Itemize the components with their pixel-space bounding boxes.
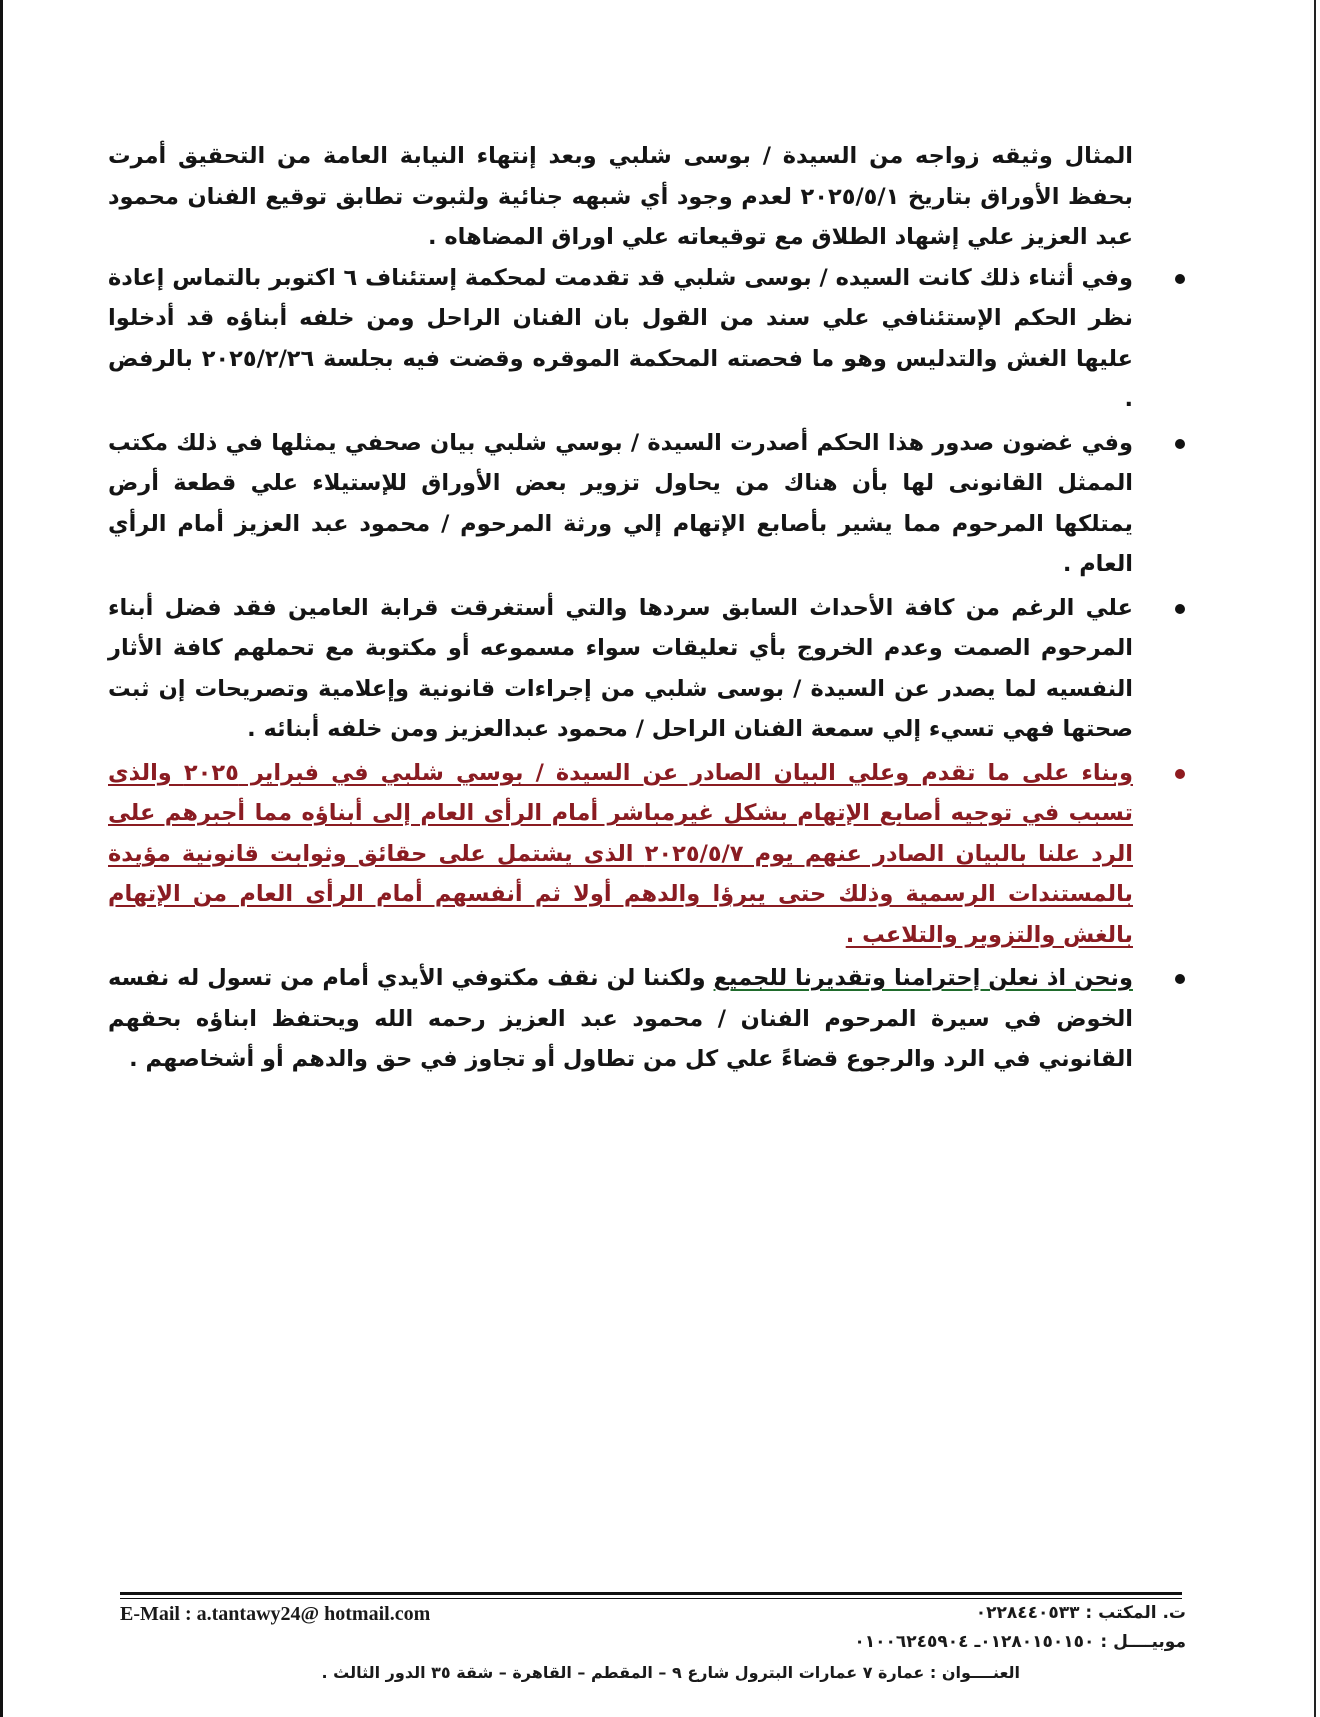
list-item xyxy=(108,258,1133,420)
footer-divider-thin xyxy=(120,1598,1182,1599)
footer-office-phone: ت. المكتب : ٠٢٢٨٤٤٠٥٣٣ xyxy=(975,1603,1186,1623)
list-item xyxy=(108,958,1133,1080)
list-item xyxy=(108,588,1133,750)
intro-paragraph: المثال وثيقه زواجه من السيدة / بوسى شلبي وبعد إنتهاء النيابة العامة من التحقيق أمرت بحفظ الأوراق بتاريخ ٢٠٢٥/٥/١ لعدم وجود أي شبهه جنائية ولثبوت تطابق توقيع الفنان محمود عبد العزيز علي إشهاد الطلاق مع توقيعاته علي اوراق المضاهاه . xyxy=(108,143,1133,250)
document-body xyxy=(108,136,1133,1083)
page-edge-left xyxy=(0,0,3,1717)
list-item xyxy=(108,423,1133,585)
page-edge-right xyxy=(1314,0,1316,1717)
bullet-icon xyxy=(1175,769,1185,779)
highlighted-list-item xyxy=(108,753,1133,956)
bullet-icon xyxy=(1175,274,1185,284)
bullet-icon xyxy=(1175,974,1185,984)
footer-divider xyxy=(120,1592,1182,1595)
point-text: علي الرغم من كافة الأحداث السابق سردها والتي أستغرقت قرابة العامين فقد فضل أبناء المرحوم الصمت وعدم الخروج بأي تعليقات سواء مسموعه أو مكتوبة مع تحملهم كافة الأثار النفسيه لما يصدر عن السيدة / بوسى شلبي من إجراءات قانونية وإعلامية وتصريحات إن ثبت صحتها فهي تسيء إلي سمعة الفنان الراحل / محمود عبدالعزيز ومن خلفه أبنائه . xyxy=(108,594,1133,742)
footer-mobile: موبيــــل : ٠١٢٨٠١٥٠١٥٠ـ ٠١٠٠٦٢٤٥٩٠٤ xyxy=(854,1632,1186,1652)
point-text: وفي أثناء ذلك كانت السيده / بوسى شلبي قد تقدمت لمحكمة إستئناف ٦ اكتوبر بالتماس إعادة نظر الحكم الإستئنافي علي سند من القول بان الفنان الراحل ومن خلفه أبناؤه قد أدخلوا عليها الغش والتدليس وهو ما فحصته المحكمة الموقره وقضت فيه بجلسة ٢٠٢٥/٢/٢٦ بالرفض . xyxy=(108,264,1133,412)
highlighted-point-text: وبناء على ما تقدم وعلي البيان الصادر عن السيدة / بوسي شلبي في فبراير ٢٠٢٥ والذى تسبب في توجيه أصابع الإتهام بشكل غيرمباشر أمام الرأى العام إلى أبناؤه مما أجبرهم على الرد علنا بالبيان الصادر عنهم يوم ٢٠٢٥/٥/٧ الذى يشتمل على حقائق وثوابت قانونية مؤيدة بالمستندات الرسمية وذلك حتى يبرؤا والدهم أولا ثم أنفسهم أمام الرأى العام من الإتهام بالغش والتزوير والتلاعب . xyxy=(108,759,1133,948)
point-text: وفي غضون صدور هذا الحكم أصدرت السيدة / بوسي شلبي بيان صحفي يمثلها في ذلك مكتب الممثل القانونى لها بأن هناك من يحاول تزوير بعض الأوراق للإستيلاء علي قطعة أرض يمتلكها المرحوم مما يشير بأصابع الإتهام إلي ورثة المرحوم / محمود عبد العزيز أمام الرأي العام . xyxy=(108,429,1133,577)
footer-email: E-Mail : a.tantawy24@ hotmail.com xyxy=(120,1603,431,1625)
closing-text: ولكننا لن نقف مكتوفي الأيدي أمام من تسول له نفسه الخوض في سيرة المرحوم الفنان / محمود عبد العزيز رحمه الله ويحتفظ ابناؤه بحقهم القانوني في الرد والرجوع قضاءً علي كل من تطاول أو تجاوز في حق والدهم أو أشخاصهم . xyxy=(108,965,1133,1072)
bullet-list xyxy=(108,258,1133,1080)
closing-underlined-text: ونحن اذ نعلن إحترامنا وتقديرنا للجميع xyxy=(713,965,1133,991)
bullet-icon xyxy=(1175,439,1185,449)
footer-address: العنــــوان : عمارة ٧ عمارات البترول شارع ٩ – المقطم – القاهرة – شقة ٣٥ الدور الثالث . xyxy=(321,1663,1020,1682)
bullet-icon xyxy=(1175,604,1185,614)
